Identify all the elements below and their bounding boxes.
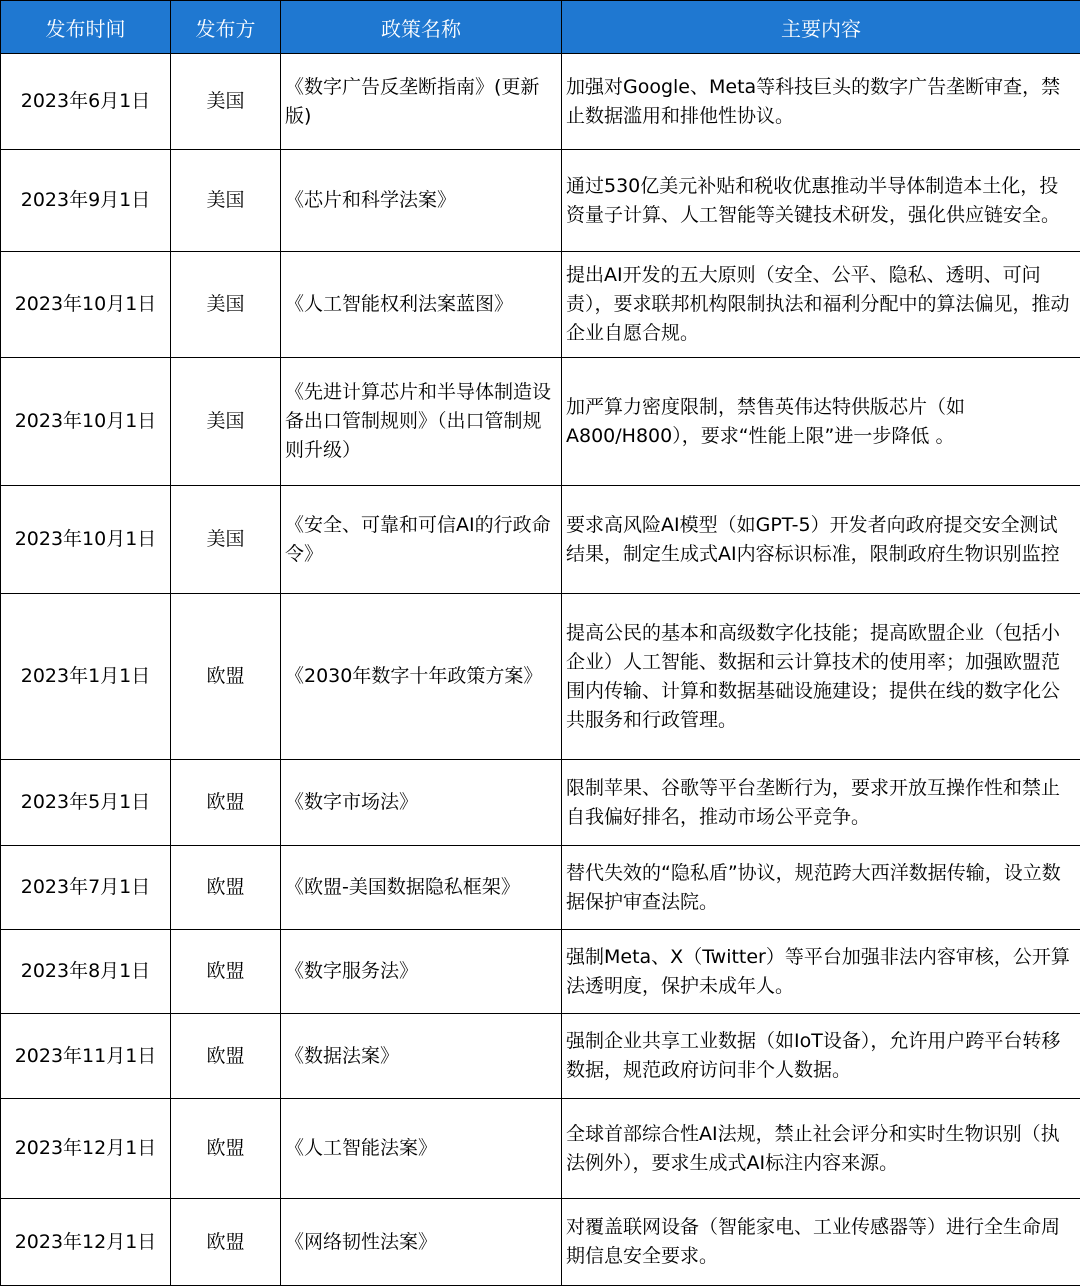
cell-content: 对覆盖联网设备（智能家电、工业传感器等）进行全生命周期信息安全要求。 bbox=[562, 1199, 1080, 1286]
cell-date: 2023年10月1日 bbox=[1, 252, 171, 358]
table-row bbox=[1, 358, 1080, 486]
cell-policy-name: 《2030年数字十年政策方案》 bbox=[281, 594, 562, 760]
cell-policy-name: 《欧盟-美国数据隐私框架》 bbox=[281, 846, 562, 930]
cell-policy-name: 《先进计算芯片和半导体制造设备出口管制规则》（出口管制规则升级） bbox=[281, 358, 562, 486]
header-issuer: 发布方 bbox=[171, 1, 281, 54]
header-content: 主要内容 bbox=[562, 1, 1080, 54]
table-row bbox=[1, 1099, 1080, 1199]
table-row bbox=[1, 594, 1080, 760]
table-row bbox=[1, 486, 1080, 594]
cell-content: 替代失效的“隐私盾”协议，规范跨大西洋数据传输，设立数据保护审查法院。 bbox=[562, 846, 1080, 930]
cell-issuer: 欧盟 bbox=[171, 594, 281, 760]
table-row bbox=[1, 54, 1080, 150]
cell-date: 2023年12月1日 bbox=[1, 1099, 171, 1199]
cell-issuer: 欧盟 bbox=[171, 1199, 281, 1286]
cell-content: 加强对Google、Meta等科技巨头的数字广告垄断审查，禁止数据滥用和排他性协议。 bbox=[562, 54, 1080, 150]
cell-date: 2023年5月1日 bbox=[1, 760, 171, 846]
cell-date: 2023年7月1日 bbox=[1, 846, 171, 930]
cell-content: 提出AI开发的五大原则（安全、公平、隐私、透明、可问责），要求联邦机构限制执法和福利分配中的算法偏见，推动企业自愿合规。 bbox=[562, 252, 1080, 358]
cell-content: 通过530亿美元补贴和税收优惠推动半导体制造本土化，投资量子计算、人工智能等关键技术研发，强化供应链安全。 bbox=[562, 150, 1080, 252]
cell-date: 2023年10月1日 bbox=[1, 358, 171, 486]
cell-content: 强制Meta、X（Twitter）等平台加强非法内容审核，公开算法透明度，保护未成年人。 bbox=[562, 930, 1080, 1014]
cell-issuer: 欧盟 bbox=[171, 1099, 281, 1199]
cell-content: 提高公民的基本和高级数字化技能；提高欧盟企业（包括小企业）人工智能、数据和云计算技术的使用率；加强欧盟范围内传输、计算和数据基础设施建设；提供在线的数字化公共服务和行政管理。 bbox=[562, 594, 1080, 760]
cell-issuer: 美国 bbox=[171, 54, 281, 150]
cell-issuer: 美国 bbox=[171, 486, 281, 594]
cell-content: 限制苹果、谷歌等平台垄断行为，要求开放互操作性和禁止自我偏好排名，推动市场公平竞争。 bbox=[562, 760, 1080, 846]
cell-policy-name: 《人工智能权利法案蓝图》 bbox=[281, 252, 562, 358]
cell-issuer: 欧盟 bbox=[171, 1014, 281, 1099]
table-row bbox=[1, 930, 1080, 1014]
table-row bbox=[1, 1014, 1080, 1099]
cell-policy-name: 《数字市场法》 bbox=[281, 760, 562, 846]
cell-content: 全球首部综合性AI法规，禁止社会评分和实时生物识别（执法例外），要求生成式AI标注内容来源。 bbox=[562, 1099, 1080, 1199]
cell-policy-name: 《数字广告反垄断指南》(更新版) bbox=[281, 54, 562, 150]
cell-content: 加严算力密度限制，禁售英伟达特供版芯片（如A800/H800），要求“性能上限”进一步降低 。 bbox=[562, 358, 1080, 486]
table-row bbox=[1, 846, 1080, 930]
header-policy-name: 政策名称 bbox=[281, 1, 562, 54]
cell-date: 2023年11月1日 bbox=[1, 1014, 171, 1099]
table-row bbox=[1, 150, 1080, 252]
cell-content: 要求高风险AI模型（如GPT-5）开发者向政府提交安全测试结果，制定生成式AI内容标识标准，限制政府生物识别监控 bbox=[562, 486, 1080, 594]
cell-issuer: 欧盟 bbox=[171, 760, 281, 846]
cell-content: 强制企业共享工业数据（如IoT设备），允许用户跨平台转移数据，规范政府访问非个人数据。 bbox=[562, 1014, 1080, 1099]
table-row bbox=[1, 760, 1080, 846]
cell-policy-name: 《数字服务法》 bbox=[281, 930, 562, 1014]
header-row bbox=[1, 1, 1080, 54]
cell-policy-name: 《安全、可靠和可信AI的行政命令》 bbox=[281, 486, 562, 594]
cell-policy-name: 《数据法案》 bbox=[281, 1014, 562, 1099]
cell-issuer: 欧盟 bbox=[171, 846, 281, 930]
cell-policy-name: 《网络韧性法案》 bbox=[281, 1199, 562, 1286]
cell-date: 2023年1月1日 bbox=[1, 594, 171, 760]
table-row bbox=[1, 1199, 1080, 1286]
cell-issuer: 美国 bbox=[171, 252, 281, 358]
cell-policy-name: 《人工智能法案》 bbox=[281, 1099, 562, 1199]
cell-date: 2023年9月1日 bbox=[1, 150, 171, 252]
table-row bbox=[1, 252, 1080, 358]
cell-date: 2023年6月1日 bbox=[1, 54, 171, 150]
cell-issuer: 欧盟 bbox=[171, 930, 281, 1014]
cell-issuer: 美国 bbox=[171, 358, 281, 486]
cell-date: 2023年10月1日 bbox=[1, 486, 171, 594]
cell-issuer: 美国 bbox=[171, 150, 281, 252]
cell-date: 2023年12月1日 bbox=[1, 1199, 171, 1286]
header-date: 发布时间 bbox=[1, 1, 171, 54]
cell-policy-name: 《芯片和科学法案》 bbox=[281, 150, 562, 252]
cell-date: 2023年8月1日 bbox=[1, 930, 171, 1014]
